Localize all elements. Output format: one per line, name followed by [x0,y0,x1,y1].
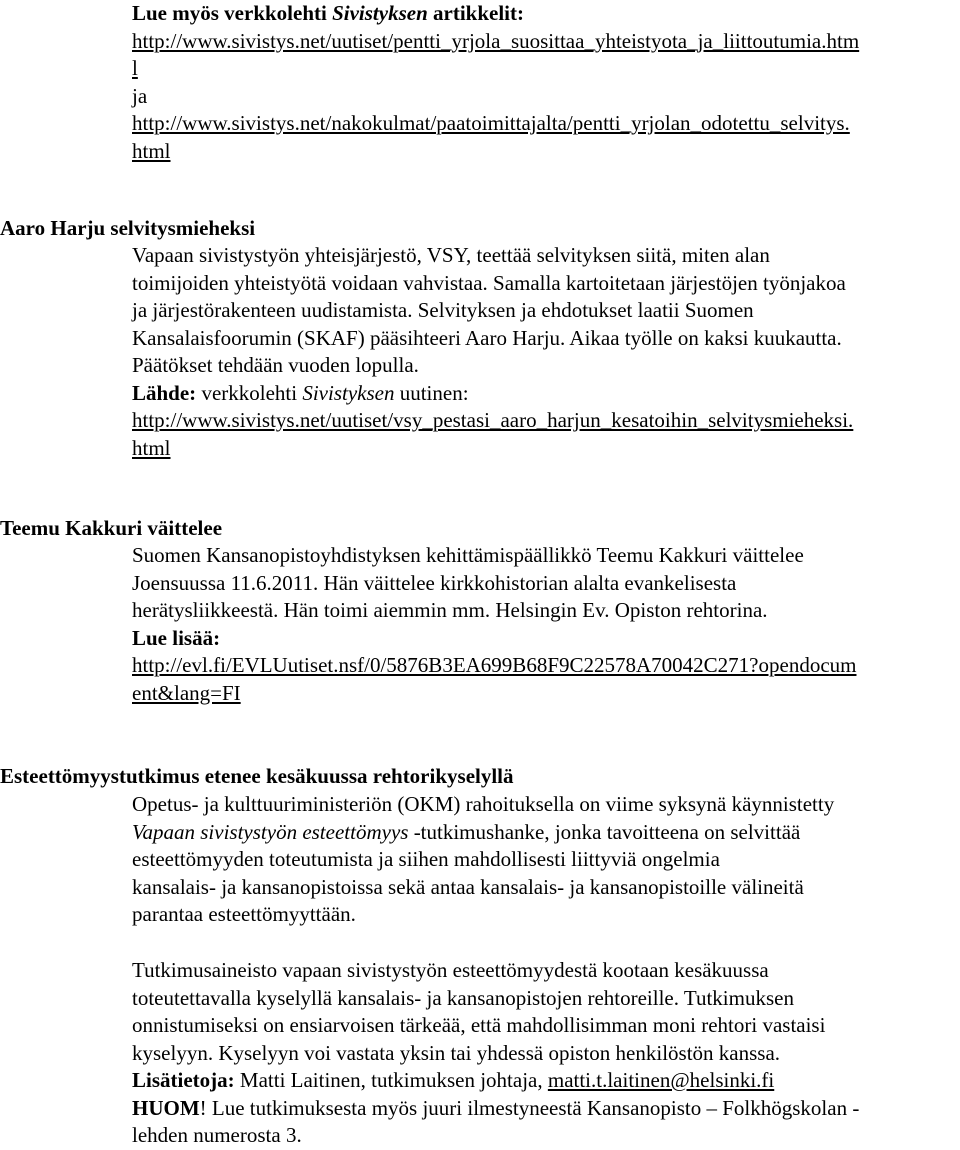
conjunction-ja: ja [132,83,148,108]
article-link-2[interactable] [132,110,952,138]
source-link-part1[interactable]: http://www.sivistys.net/uutiset/vsy_pestasi_aaro_harjun_kesatoihin_selvitysmieheksi. [132,408,854,432]
paragraph-line: toteutettavalla kyselyllä kansalais- ja kansanopistojen rehtoreille. Tutkimuksen [132,985,794,1010]
contact-line: Lisätietoja: Matti Laitinen, tutkimuksen johtaja, matti.t.laitinen@helsinki.fi [132,1068,775,1092]
paragraph-line: toimijoiden yhteistyötä voidaan vahvistaa. Samalla kartoitetaan järjestöjen työnjakoa [132,270,846,295]
teemu-kakkuri-body [132,542,952,707]
paragraph-line: lehden numerosta 3. [132,1123,302,1147]
paragraph-line: Suomen Kansanopistoyhdistyksen kehittämispäällikkö Teemu Kakkuri väittelee [132,543,804,567]
contact-label: Lisätietoja: [132,1068,235,1092]
heading-aaro-harju: Aaro Harju selvitysmieheksi [0,216,256,240]
heading-teemu-kakkuri: Teemu Kakkuri väittelee [0,516,223,540]
source-line: Lähde: verkkolehti Sivistyksen uutinen: [132,380,469,405]
heading-esteettomyys: Esteettömyystutkimus etenee kesäkuussa rehtorikyselyllä [0,764,514,788]
article-link-1-part1[interactable]: http://www.sivistys.net/uutiset/pentti_yrjola_suosittaa_yhteistyota_ja_liittoutumia.htm [132,28,860,53]
paragraph-line: herätysliikkeestä. Hän toimi aiemmin mm. Helsingin Ev. Opiston rehtorina. [132,598,768,622]
read-more-link-wrap2 [132,680,952,708]
esteettomyys-body [132,791,952,929]
source-link-wrap2 [132,435,952,463]
paragraph-line: parantaa esteettömyyttään. [132,902,356,926]
paragraph-line: Vapaan sivistystyön esteettömyys -tutkimushanke, jonka tavoitteena on selvittää [132,819,801,844]
read-more-link-part1[interactable]: http://evl.fi/EVLUutiset.nsf/0/5876B3EA699B68F9C22578A70042C271?opendocum [132,653,857,677]
article-link-2-wrap [132,138,952,166]
related-articles [132,0,952,165]
note-line: HUOM! Lue tutkimuksesta myös juuri ilmestyneestä Kansanopisto – Folkhögskolan - [132,1095,860,1120]
related-intro: Lue myös verkkolehti Sivistyksen artikkelit: [132,1,524,25]
source-link-wrap [132,407,952,435]
paragraph-line: Joensuussa 11.6.2011. Hän väittelee kirkkohistorian alalta evankelisesta [132,570,737,595]
paragraph-line: Opetus- ja kulttuuriministeriön (OKM) rahoituksella on viime syksynä käynnistetty [132,792,835,816]
article-link-2-part1[interactable]: http://www.sivistys.net/nakokulmat/paatoimittajalta/pentti_yrjolan_odotettu_selvitys. [132,111,850,135]
paragraph-line: esteettömyyden toteutumista ja siihen mahdollisesti liittyviä ongelmia [132,847,720,871]
aaro-harju-body [132,242,952,462]
article-link-1[interactable] [132,28,952,56]
paragraph-line: Päätökset tehdään vuoden lopulla. [132,353,419,377]
paragraph-line: ja järjestörakenteen uudistamista. Selvityksen ja ehdotukset laatii Suomen [132,298,754,322]
paragraph-line: Tutkimusaineisto vapaan sivistystyön esteettömyydestä kootaan kesäkuussa [132,958,769,982]
article-link-2-part2[interactable]: html [132,138,171,163]
article-link-1-part2[interactable]: l [132,56,138,80]
note-label: HUOM [132,1095,200,1120]
paragraph-line: Kansalaisfoorumin (SKAF) pääsihteeri Aaro Harju. Aikaa työlle on kaksi kuukautta. [132,325,842,350]
read-more-link-wrap [132,652,952,680]
read-more-link-part2[interactable]: ent&lang=FI [132,680,241,705]
contact-email-link[interactable]: matti.t.laitinen@helsinki.fi [547,1068,775,1092]
source-label: Lähde: [132,380,197,405]
paragraph-line: kansalais- ja kansanopistoissa sekä antaa kansalais- ja kansanopistoille välineitä [132,874,804,899]
paragraph-line: onnistumiseksi on ensiarvoisen tärkeää, että mahdollisimman moni rehtori vastaisi [132,1013,826,1037]
source-link-part2[interactable]: html [132,435,171,460]
paragraph-line: Vapaan sivistystyön yhteisjärjestö, VSY, teettää selvityksen siitä, miten alan [132,243,770,267]
read-more-label: Lue lisää: [132,625,221,650]
project-name: Vapaan sivistystyön esteettömyys [132,819,409,844]
esteettomyys-body-2 [132,957,952,1150]
article-link-1-wrap [132,55,952,83]
paragraph-line: kyselyyn. Kyselyyn voi vastata yksin tai yhdessä opiston henkilöstön kanssa. [132,1040,781,1065]
